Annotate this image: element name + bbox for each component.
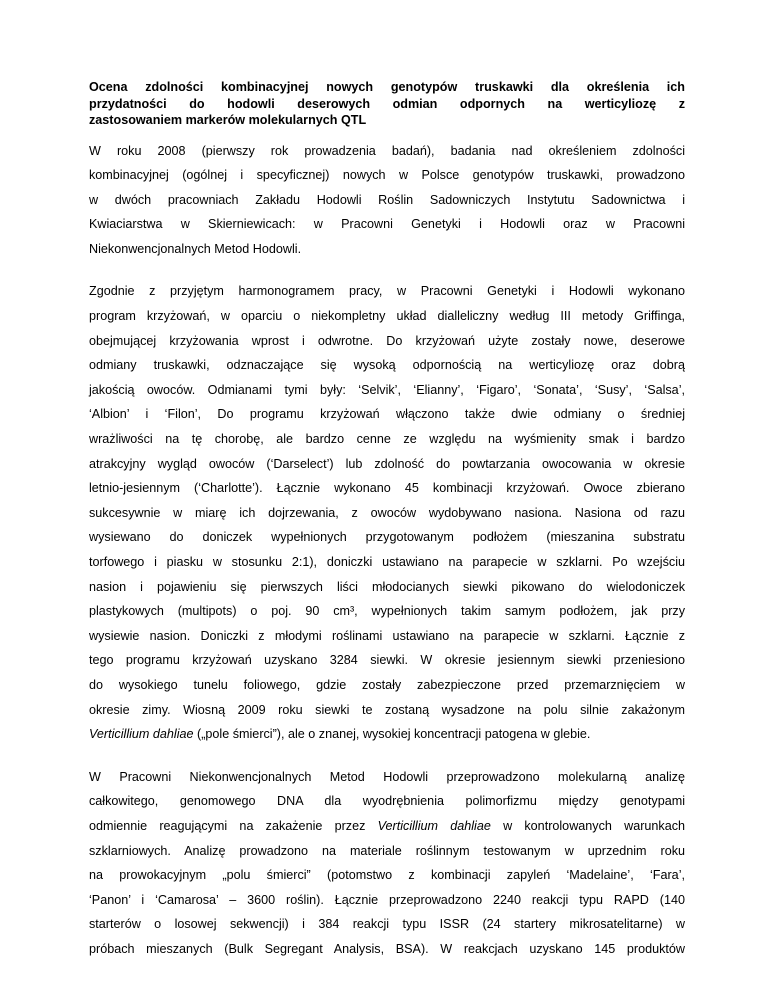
paragraph-line: Kwiaciarstwa w Skierniewicach: w Pracowni Genetyki i Hodowli oraz w Pracowni — [89, 217, 685, 232]
paragraph-line: Zgodnie z przyjętym harmonogramem pracy, w Pracowni Genetyki i Hodowli wykonano — [89, 284, 685, 299]
paragraph-line: starterów o losowej sekwencji) i 384 reakcji typu ISSR (24 startery mikrosatelitarne) w — [89, 917, 685, 932]
paragraph-line: do wysokiego tunelu foliowego, gdzie zostały zabezpieczone przed przemarznięciem w — [89, 677, 685, 692]
paragraph-line: letnio-jesiennym (‘Charlotte’). Łącznie wykonano 45 kombinacji krzyżowań. Owoce zbierano — [89, 481, 685, 496]
title-line: Ocena zdolności kombinacyjnej nowych genotypów truskawki dla określenia ich — [89, 80, 685, 94]
document-title — [89, 79, 685, 129]
paragraph-line: sukcesywnie w miarę ich dojrzewania, z owoców wydobywano nasiona. Nasiona od razu — [89, 505, 685, 520]
paragraph-line: szklarniowych. Analizę prowadzono na materiale roślinnym testowanym w uprzednim roku — [89, 843, 685, 858]
paragraph-line: na prowokacyjnym „polu śmierci” (potomstwo z kombinacji zapyleń ‘Madelaine’, ‘Fara’, — [89, 868, 685, 883]
paragraph-line: w dwóch pracowniach Zakładu Hodowli Roślin Sadowniczych Instytutu Sadownictwa i — [89, 192, 685, 207]
paragraph-line: odmiany truskawki, odznaczające się wysoką odpornością na werticyliozę oraz dobrą — [89, 358, 685, 373]
paragraph-line: atrakcyjny wygląd owoców (‘Darselect’) lub zdolność do powtarzania owocowania w okresie — [89, 456, 685, 471]
paragraph-3 — [89, 765, 685, 962]
paragraph-line: okresie zimy. Wiosną 2009 roku siewki te zostaną wysadzone na polu silnie zakażonym — [89, 702, 685, 717]
paragraph-line: torfowego i piasku w stosunku 2:1), doniczki ustawiano na parapecie w szklarni. Po wzejściu — [89, 555, 685, 569]
title-line: przydatności do hodowli deserowych odmian odpornych na werticyliozę z — [89, 96, 685, 111]
paragraph-line: program krzyżowań, w oparciu o niekompletny układ dialleliczny według III metody Griffinga, — [89, 309, 685, 324]
paragraph-line: Verticillium dahliae („pole śmierci”), ale o znanej, wysokiej koncentracji patogena w glebie. — [89, 727, 591, 742]
paragraph-2 — [89, 279, 685, 746]
paragraph-line: W roku 2008 (pierwszy rok prowadzenia badań), badania nad określeniem zdolności — [89, 143, 685, 158]
paragraph-line: Niekonwencjonalnych Metod Hodowli. — [89, 241, 302, 256]
paragraph-line: kombinacyjnej (ogólnej i specyficznej) nowych w Polsce genotypów truskawki, prowadzono — [89, 168, 685, 183]
paragraph-line: jakością owoców. Odmianami tymi były: ‘Selvik’, ‘Elianny’, ‘Figaro’, ‘Sonata’, ‘Susy’, ‘Salsa’, — [89, 382, 685, 397]
paragraph-line: ‘Panon’ i ‘Camarosa’ – 3600 roślin). Łącznie przeprowadzono 2240 reakcji typu RAPD (140 — [89, 892, 685, 907]
paragraph-line: tego programu krzyżowań uzyskano 3284 siewki. W okresie jesiennym siewki przeniesiono — [89, 653, 685, 668]
paragraph-line: odmiennie reagującymi na zakażenie przez Verticillium dahliae w kontrolowanych warunkach — [89, 818, 686, 833]
paragraph-line: wysiewano do doniczek wypełnionych przygotowanym podłożem (mieszanina substratu — [89, 530, 685, 545]
document-page — [89, 79, 685, 980]
paragraph-1 — [89, 139, 685, 262]
paragraph-line: W Pracowni Niekonwencjonalnych Metod Hodowli przeprowadzono molekularną analizę — [89, 769, 685, 784]
paragraph-line: plastykowych (multipots) o poj. 90 cm³, wypełnionych takim samym podłożem, jak przy — [89, 604, 685, 619]
paragraph-line: wrażliwości na tę chorobę, ale bardzo cenne ze względu na wyśmienity smak i bardzo — [89, 432, 685, 447]
paragraph-line: obejmującej krzyżowania wprost i odwrotne. Do krzyżowań użyte zostały nowe, deserowe — [89, 333, 685, 348]
paragraph-line: ‘Albion’ i ‘Filon’, Do programu krzyżowań włączono także dwie odmiany o średniej — [89, 407, 685, 422]
paragraph-line: całkowitego, genomowego DNA dla wyodrębnienia polimorfizmu między genotypami — [89, 794, 685, 809]
paragraph-line: próbach mieszanych (Bulk Segregant Analysis, BSA). W reakcjach uzyskano 145 produktów — [89, 941, 685, 956]
paragraph-line: wysiewie nasion. Doniczki z młodymi roślinami ustawiano na parapecie w szklarni. Łącznie z — [89, 628, 685, 643]
paragraph-line: nasion i pojawieniu się pierwszych liści młodocianych siewki pikowano do wielodoniczek — [89, 579, 685, 594]
title-line: zastosowaniem markerów molekularnych QTL — [89, 113, 367, 127]
